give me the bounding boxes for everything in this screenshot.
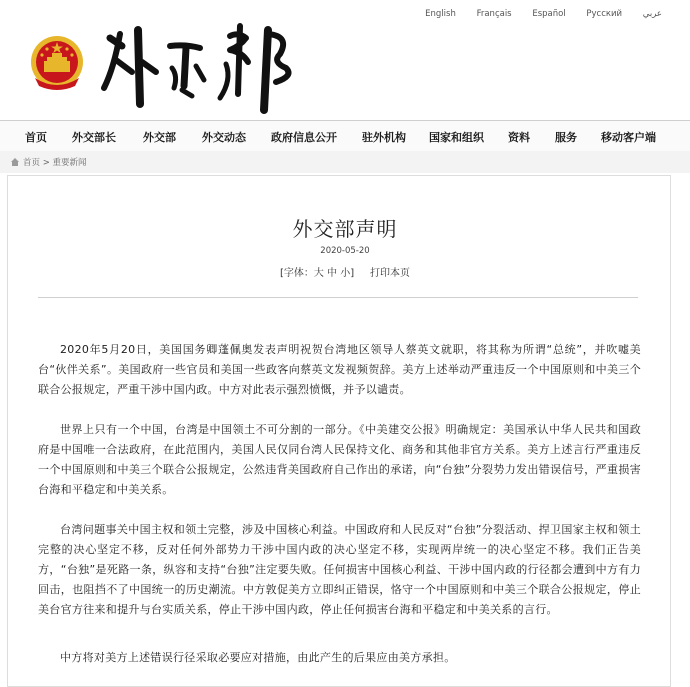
lang-russian[interactable]: Русский	[586, 9, 623, 19]
nav-government-info[interactable]: 政府信息公开	[271, 131, 337, 144]
national-emblem-icon[interactable]	[27, 34, 87, 92]
nav-mobile-client[interactable]: 移动客户端	[601, 131, 656, 144]
nav-diplomatic-news[interactable]: 外交动态	[202, 131, 246, 144]
article-date: 2020-05-20	[320, 246, 370, 256]
nav-resources[interactable]: 资料	[508, 131, 530, 144]
home-icon	[10, 157, 20, 167]
main-navigation	[0, 120, 690, 153]
lang-english[interactable]: English	[425, 9, 456, 19]
nav-ministry[interactable]: 外交部	[143, 131, 176, 144]
nav-foreign-minister[interactable]: 外交部长	[72, 131, 116, 144]
article-paragraph-1: 2020年5月20日，美国国务卿蓬佩奥发表声明祝贺台湾地区领导人蔡英文就职，将其称为所谓“总统”，并吹嘘美台“伙伴关系”。美国政府一些官员和美国一些政客向蔡英文发视频贺辞。美方上述举动严重违反一个中国原则和中美三个联合公报规定，严重干涉中国内政。中方对此表示强烈愤慨，并予以谴责。	[38, 343, 641, 396]
lang-arabic[interactable]: عربي	[642, 9, 662, 19]
article-title: 外交部声明	[292, 217, 398, 241]
font-size-options[interactable]: [字体：大 中 小]	[279, 268, 355, 279]
article-paragraph-4: 中方将对美方上述错误行径采取必要应对措施，由此产生的后果应由美方承担。	[60, 651, 456, 664]
lang-spanish[interactable]: Español	[532, 9, 566, 19]
language-switcher	[407, 9, 662, 19]
title-divider	[38, 297, 638, 298]
breadcrumb-home[interactable]: 首页	[23, 158, 41, 168]
ministry-calligraphy-logo[interactable]	[100, 16, 300, 114]
nav-services[interactable]: 服务	[555, 131, 577, 144]
breadcrumb-section[interactable]: 重要新闻	[52, 158, 87, 168]
lang-french[interactable]: Français	[476, 9, 512, 19]
breadcrumb-separator: >	[42, 158, 50, 168]
nav-home[interactable]: 首页	[25, 131, 47, 144]
nav-countries-organizations[interactable]: 国家和组织	[429, 131, 484, 144]
article-tools	[0, 264, 690, 279]
article-paragraph-2: 世界上只有一个中国，台湾是中国领土不可分割的一部分。《中美建交公报》明确规定：美国承认中华人民共和国政府是中国唯一合法政府，在此范围内，美国人民仅同台湾人民保持文化、商务和其他非官方关系。美方上述言行严重违反一个中国原则和中美三个联合公报规定，公然违背美国政府自己作出的承诺，向“台独”分裂势力发出错误信号，严重损害台海和平稳定和中美关系。	[38, 423, 641, 496]
print-button[interactable]: 打印本页	[370, 268, 411, 279]
breadcrumb	[0, 151, 690, 173]
article-paragraph-3: 台湾问题事关中国主权和领土完整，涉及中国核心利益。中国政府和人民反对“台独”分裂活动、捍卫国家主权和领土完整的决心坚定不移，反对任何外部势力干涉中国内政的决心坚定不移，实现两岸统一的决心坚定不移。我们正告美方，“台独”是死路一条，纵容和支持“台独”注定要失败。任何损害中国核心利益、干涉中国内政的行径都会遭到中方有力回击，也阻挡不了中国统一的历史潮流。中方敦促美方立即纠正错误，恪守一个中国原则和中美三个联合公报规定，停止美台官方往来和提升与台实质关系，停止干涉中国内政，停止任何损害台海和平稳定和中美关系的言行。	[38, 523, 641, 616]
nav-missions-abroad[interactable]: 驻外机构	[362, 131, 406, 144]
